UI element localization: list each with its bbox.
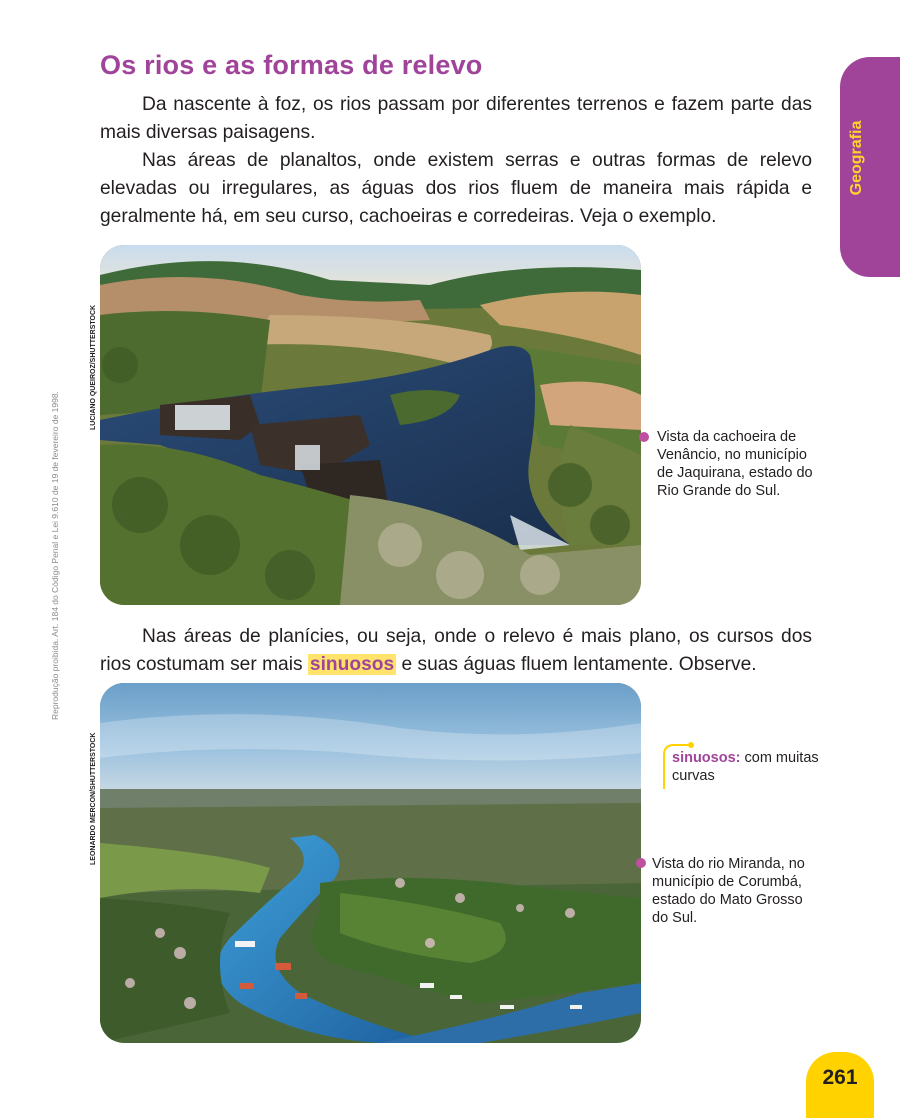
photo-caption-2: Vista do rio Miranda, no município de Corumbá, estado do Mato Grosso do Sul. xyxy=(652,856,805,926)
photo-caption-1: Vista da cachoeira de Venâncio, no município de Jaquirana, estado do Rio Grande do Sul. xyxy=(657,429,813,499)
caption-bullet-icon xyxy=(639,432,649,442)
section-title: Os rios e as formas de relevo xyxy=(100,50,483,80)
photo-credit-1: LUCIANO QUEIROZ/SHUTTERSTOCK xyxy=(90,304,97,430)
photo-credit-2: LEONARDO MERCON/SHUTTERSTOCK xyxy=(90,732,97,865)
page-number: 261 xyxy=(822,1066,858,1089)
paragraph-plains-start: Nas áreas de planícies, ou seja, onde o relevo é mais plano, os cursos dos rios costumam ser mais xyxy=(100,626,812,675)
caption-bullet-icon xyxy=(636,858,646,868)
paragraph-plains xyxy=(100,623,812,679)
glossary-box xyxy=(672,749,832,785)
highlighted-term: sinuosos xyxy=(309,654,395,675)
paragraph-plateaus: Nas áreas de planaltos, onde existem serras e outras formas de relevo elevadas ou irregulares, as águas dos rios fluem de maneira mais rápida e geralmente há, em seu curso, cachoeiras e corredeiras. Veja o exemplo. xyxy=(100,150,812,227)
subject-tab-label: Geografia xyxy=(848,120,865,196)
glossary-definition: com muitas curvas xyxy=(672,750,819,784)
river-photo xyxy=(100,683,641,1043)
glossary-term: sinuosos: xyxy=(672,750,741,766)
paragraph-intro: Da nascente à foz, os rios passam por diferentes terrenos e fazem parte das mais diversas paisagens. xyxy=(100,94,812,143)
waterfall-photo xyxy=(100,245,641,605)
legal-notice: Reprodução proibida. Art. 184 do Código Penal e Lei 9.610 de 19 de fevereiro de 1998. xyxy=(50,391,60,720)
paragraph-plains-end: e suas águas fluem lentamente. Observe. xyxy=(396,654,757,675)
